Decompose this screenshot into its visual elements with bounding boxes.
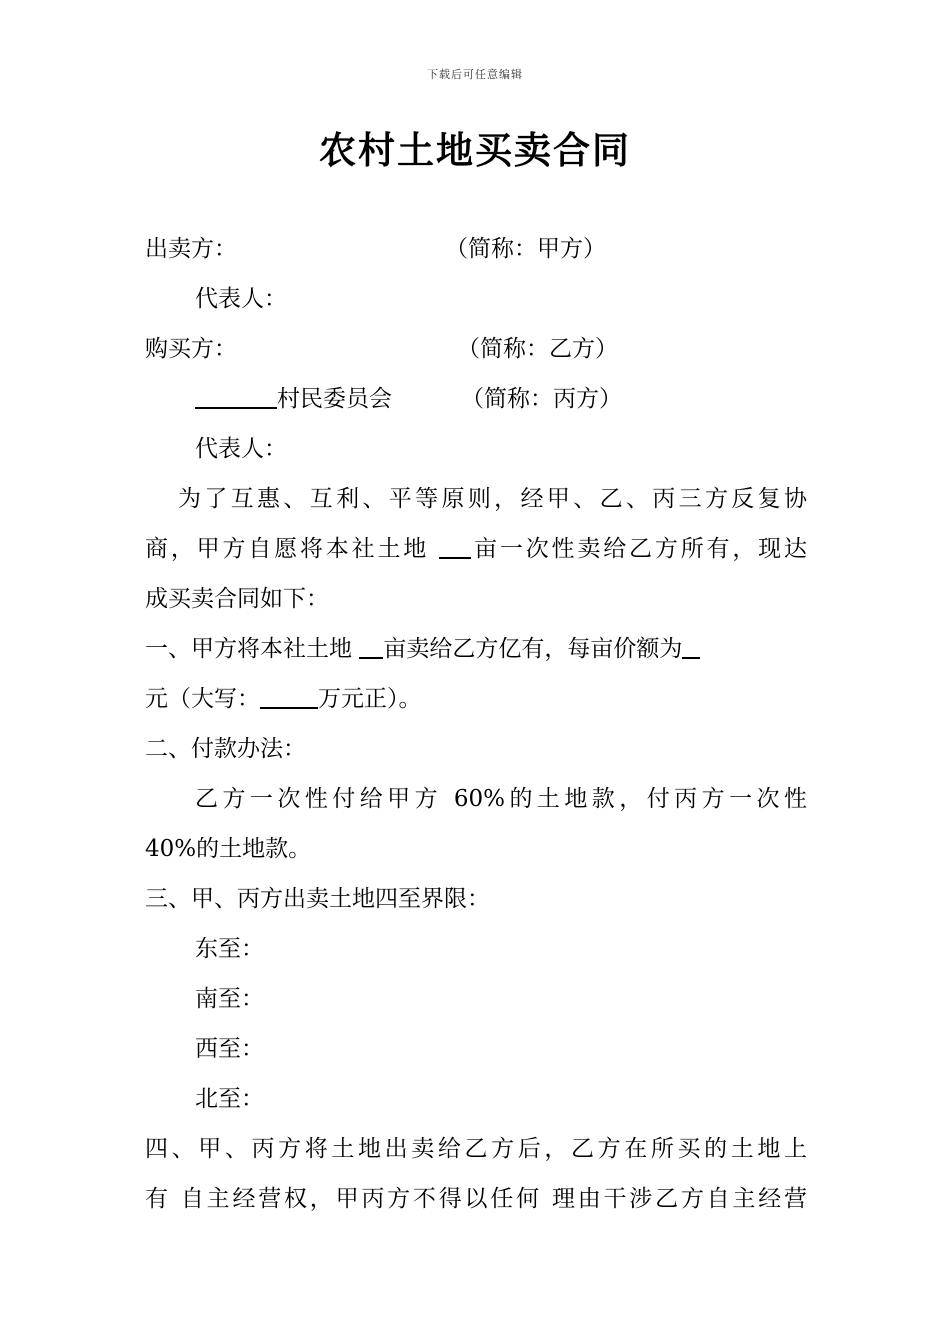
intro-text-3: 成买卖合同如下： (145, 586, 329, 612)
clause2-line-2 (145, 824, 807, 874)
boundary-east-label: 东至： (195, 936, 264, 962)
clause1-amount-blank (260, 679, 318, 709)
clause2-text-2: 40%的土地款。 (145, 836, 312, 862)
clause2-line-1 (145, 774, 807, 824)
buyer-label: 购买方： (145, 336, 237, 362)
contract-body (145, 224, 807, 1224)
intro-line-1 (145, 474, 807, 524)
clause1-line-2 (145, 674, 807, 724)
intro-text-1: 为了互惠、互利、平等原则，经甲、乙、丙三方反复协 (178, 486, 807, 512)
boundary-west (145, 1024, 807, 1074)
clause4-text-1: 四、甲、丙方将土地出卖给乙方后，乙方在所买的土地上 (145, 1136, 807, 1162)
seller-abbr: （简称：甲方） (445, 236, 606, 262)
boundary-north (145, 1074, 807, 1124)
clause2-heading (145, 724, 807, 774)
clause1-price-blank (682, 629, 700, 659)
intro-line-3 (145, 574, 807, 624)
committee-rep-line (145, 424, 807, 474)
seller-line (145, 224, 807, 274)
village-name-blank (195, 379, 277, 409)
boundary-east (145, 924, 807, 974)
clause3-heading (145, 874, 807, 924)
buyer-abbr: （简称：乙方） (457, 336, 618, 362)
seller-rep-line (145, 274, 807, 324)
header-note: 下载后可任意编辑 (427, 68, 523, 81)
clause4-line-2 (145, 1174, 807, 1224)
clause1-text-2a: 元（大写： (145, 686, 260, 712)
committee-abbr: （简称：丙方） (461, 386, 622, 412)
clause1-text-1a: 一、甲方将本社土地 (145, 636, 352, 662)
land-area-blank (439, 529, 471, 559)
seller-label: 出卖方： (145, 236, 237, 262)
clause1-area-blank (359, 629, 383, 659)
clause4-text-2: 有 自主经营权，甲丙方不得以任何 理由干涉乙方自主经营 (145, 1186, 807, 1212)
clause2-heading-text: 二、付款办法： (145, 736, 306, 762)
buyer-line (145, 324, 807, 374)
intro-text-2b: 亩一次性卖给乙方所有，现达 (471, 536, 808, 562)
committee-line (145, 374, 807, 424)
committee-rep-label: 代表人： (195, 436, 287, 462)
clause3-heading-text: 三、甲、丙方出卖土地四至界限： (145, 886, 490, 912)
document-title: 农村土地买卖合同 (319, 129, 631, 172)
boundary-south-label: 南至： (195, 986, 264, 1012)
clause1-text-2b: 万元正）。 (318, 686, 422, 712)
intro-text-2a: 商，甲方自愿将本社土地 (145, 536, 430, 562)
clause1-line-1 (145, 624, 807, 674)
boundary-south (145, 974, 807, 1024)
seller-rep-label: 代表人： (195, 286, 287, 312)
boundary-west-label: 西至： (195, 1036, 264, 1062)
clause1-text-1b: 亩卖给乙方亿有，每亩价额为 (383, 636, 683, 662)
boundary-north-label: 北至： (195, 1086, 264, 1112)
clause4-line-1 (145, 1124, 807, 1174)
clause2-text-1: 乙方一次性付给甲方 60%的土地款，付丙方一次性 (195, 786, 807, 812)
committee-label: 村民委员会 (277, 386, 392, 412)
intro-line-2 (145, 524, 807, 574)
